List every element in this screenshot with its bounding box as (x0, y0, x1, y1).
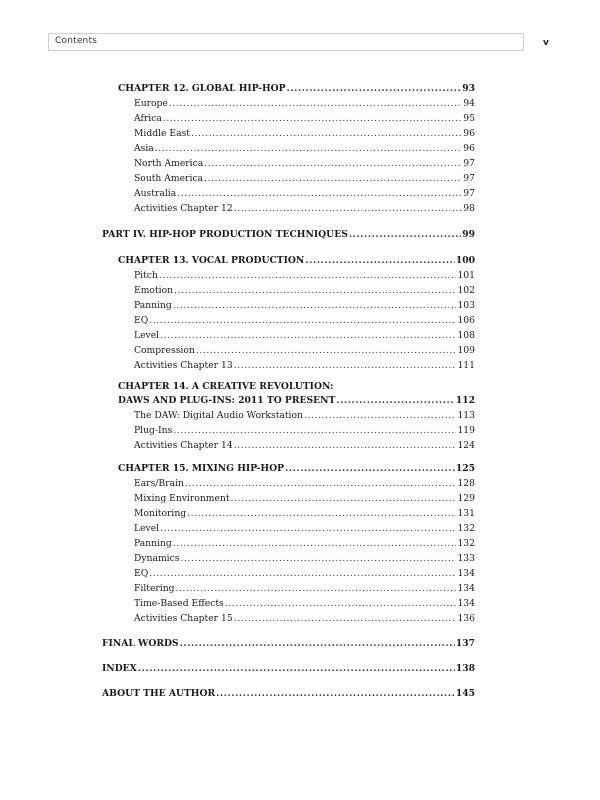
toc-page-number: 97 (463, 158, 475, 169)
toc-entry[interactable] (0, 141, 600, 156)
toc-entry-title: Plug-Ins (134, 425, 173, 436)
toc-entry[interactable] (0, 358, 600, 373)
toc-chapter-14-line1[interactable] (0, 381, 600, 393)
toc-page-number: 136 (457, 613, 475, 624)
toc-index[interactable] (0, 661, 600, 676)
dot-leader (176, 581, 457, 596)
toc-entry-title: Activities Chapter 15 (134, 613, 233, 624)
toc-entry-title: Panning (134, 538, 172, 549)
toc-entry-title: Filtering (134, 583, 175, 594)
toc-page-number: 109 (457, 345, 475, 356)
toc-section-title: INDEX (102, 663, 137, 674)
dot-leader (177, 186, 462, 201)
toc-entry-title: Time-Based Effects (134, 598, 224, 609)
toc-entry-title: Africa (134, 113, 162, 124)
toc-entry-title: Monitoring (134, 508, 187, 519)
toc-page-number: 97 (463, 188, 475, 199)
dot-leader (349, 227, 461, 242)
toc-entry-title: Activities Chapter 14 (134, 440, 233, 451)
toc-entry-title: North America (134, 158, 204, 169)
toc-chapter-title: CHAPTER 13. VOCAL PRODUCTION (118, 255, 305, 266)
dot-leader (287, 81, 462, 96)
toc-entry-title: Panning (134, 300, 172, 311)
toc-entry[interactable] (0, 283, 600, 298)
dot-leader (149, 313, 456, 328)
toc-entry-title: Australia (134, 188, 177, 199)
toc-chapter-title: CHAPTER 15. MIXING HIP-HOP (118, 463, 285, 474)
toc-entry-title: Dynamics (134, 553, 180, 564)
toc-entry[interactable] (0, 313, 600, 328)
toc-chapter-13[interactable] (0, 253, 600, 268)
dot-leader (180, 551, 456, 566)
toc-page-number: 99 (462, 229, 475, 240)
toc-entry[interactable] (0, 408, 600, 423)
toc-page-number: 133 (457, 553, 475, 564)
toc-page-number: 145 (455, 688, 475, 699)
toc-page-number: 100 (455, 255, 475, 266)
toc-page-number: 93 (462, 83, 475, 94)
toc-page-number: 132 (457, 523, 475, 534)
toc-entry-title: Pitch (134, 270, 158, 281)
table-of-contents (0, 81, 600, 701)
toc-page-number: 95 (463, 113, 475, 124)
toc-page-number: 112 (455, 395, 475, 406)
dot-leader (225, 596, 457, 611)
toc-page-number: 108 (457, 330, 475, 341)
toc-page-number: 134 (457, 583, 475, 594)
dot-leader (336, 393, 454, 408)
toc-page-number: 134 (457, 598, 475, 609)
dot-leader (160, 328, 456, 343)
dot-leader (216, 686, 455, 701)
toc-entry[interactable] (0, 268, 600, 283)
toc-entry[interactable] (0, 551, 600, 566)
dot-leader (234, 201, 463, 216)
dot-leader (191, 126, 462, 141)
toc-section-title: FINAL WORDS (102, 638, 179, 649)
dot-leader (204, 156, 462, 171)
dot-leader (169, 96, 462, 111)
toc-page-number: 125 (455, 463, 475, 474)
dot-leader (234, 611, 457, 626)
toc-final-words[interactable] (0, 636, 600, 651)
toc-entry-title: Compression (134, 345, 195, 356)
toc-page-number: 96 (463, 128, 475, 139)
toc-entry[interactable] (0, 491, 600, 506)
dot-leader (180, 636, 455, 651)
toc-page-number: 134 (457, 568, 475, 579)
dot-leader (234, 358, 457, 373)
toc-entry-title: Ears/Brain (134, 478, 184, 489)
toc-page-number: 132 (457, 538, 475, 549)
toc-entry[interactable] (0, 111, 600, 126)
dot-leader (185, 476, 457, 491)
toc-entry[interactable] (0, 126, 600, 141)
toc-page-number: 111 (457, 360, 475, 371)
toc-page-number: 98 (463, 203, 475, 214)
toc-part-4[interactable] (0, 227, 600, 242)
toc-entry-title: South America (134, 173, 204, 184)
dot-leader (304, 408, 457, 423)
toc-chapter-15[interactable] (0, 461, 600, 476)
toc-entry[interactable] (0, 423, 600, 438)
toc-page-number: 137 (455, 638, 475, 649)
toc-chapter-title: CHAPTER 12. GLOBAL HIP-HOP (118, 83, 286, 94)
toc-entry-title: Middle East (134, 128, 190, 139)
running-header (48, 33, 524, 51)
toc-entry[interactable] (0, 596, 600, 611)
dot-leader (155, 141, 463, 156)
toc-entry-title: Activities Chapter 13 (134, 360, 233, 371)
dot-leader (305, 253, 454, 268)
toc-entry[interactable] (0, 96, 600, 111)
toc-section-title: ABOUT THE AUTHOR (102, 688, 216, 699)
dot-leader (149, 566, 456, 581)
dot-leader (285, 461, 455, 476)
toc-entry-title: Level (134, 330, 160, 341)
toc-page-number: 113 (457, 410, 475, 421)
dot-leader (196, 343, 457, 358)
toc-page-number: 101 (457, 270, 475, 281)
toc-chapter-12[interactable] (0, 81, 600, 96)
toc-entry[interactable] (0, 476, 600, 491)
toc-page-number: 138 (455, 663, 475, 674)
toc-page-number: 128 (457, 478, 475, 489)
toc-entry[interactable] (0, 156, 600, 171)
toc-page-number: 129 (457, 493, 475, 504)
dot-leader (204, 171, 462, 186)
toc-entry-title: Mixing Environment (134, 493, 230, 504)
toc-page-number: 119 (457, 425, 475, 436)
dot-leader (231, 491, 457, 506)
toc-page-number: 124 (457, 440, 475, 451)
toc-about-the-author[interactable] (0, 686, 600, 701)
toc-page-number: 96 (463, 143, 475, 154)
toc-page-number: 106 (457, 315, 475, 326)
dot-leader (159, 268, 457, 283)
dot-leader (173, 536, 457, 551)
toc-entry-title: Level (134, 523, 160, 534)
toc-page-number: 97 (463, 173, 475, 184)
toc-entry[interactable] (0, 171, 600, 186)
page-number: v (543, 38, 549, 48)
toc-entry-title: The DAW: Digital Audio Workstation (134, 410, 303, 421)
toc-entry-title: EQ (134, 568, 149, 579)
toc-entry[interactable] (0, 506, 600, 521)
toc-page-number: 102 (457, 285, 475, 296)
toc-entry[interactable] (0, 521, 600, 536)
dot-leader (187, 506, 456, 521)
toc-entry[interactable] (0, 343, 600, 358)
toc-page-number: 131 (457, 508, 475, 519)
toc-entry[interactable] (0, 581, 600, 596)
section-label: Contents (55, 36, 98, 46)
toc-chapter-14[interactable] (0, 393, 600, 408)
toc-chapter-title: CHAPTER 14. A CREATIVE REVOLUTION: (118, 381, 334, 392)
toc-entry[interactable] (0, 328, 600, 343)
toc-entry[interactable] (0, 438, 600, 453)
dot-leader (173, 423, 456, 438)
dot-leader (160, 521, 456, 536)
dot-leader (234, 438, 457, 453)
toc-entry[interactable] (0, 566, 600, 581)
dot-leader (174, 283, 456, 298)
toc-page-number: 103 (457, 300, 475, 311)
toc-entry[interactable] (0, 186, 600, 201)
toc-entry-title: Activities Chapter 12 (134, 203, 233, 214)
toc-part-title: PART IV. HIP-HOP PRODUCTION TECHNIQUES (102, 229, 348, 240)
dot-leader (173, 298, 457, 313)
toc-entry-title: EQ (134, 315, 149, 326)
toc-entry-title: Europe (134, 98, 168, 109)
dot-leader (138, 661, 455, 676)
toc-entry[interactable] (0, 201, 600, 216)
toc-page-number: 94 (463, 98, 475, 109)
toc-entry[interactable] (0, 611, 600, 626)
toc-entry[interactable] (0, 298, 600, 313)
dot-leader (163, 111, 462, 126)
toc-entry-title: Asia (134, 143, 154, 154)
toc-chapter-title: DAWS AND PLUG-INS: 2011 TO PRESENT (118, 395, 336, 406)
toc-entry-title: Emotion (134, 285, 174, 296)
toc-entry[interactable] (0, 536, 600, 551)
